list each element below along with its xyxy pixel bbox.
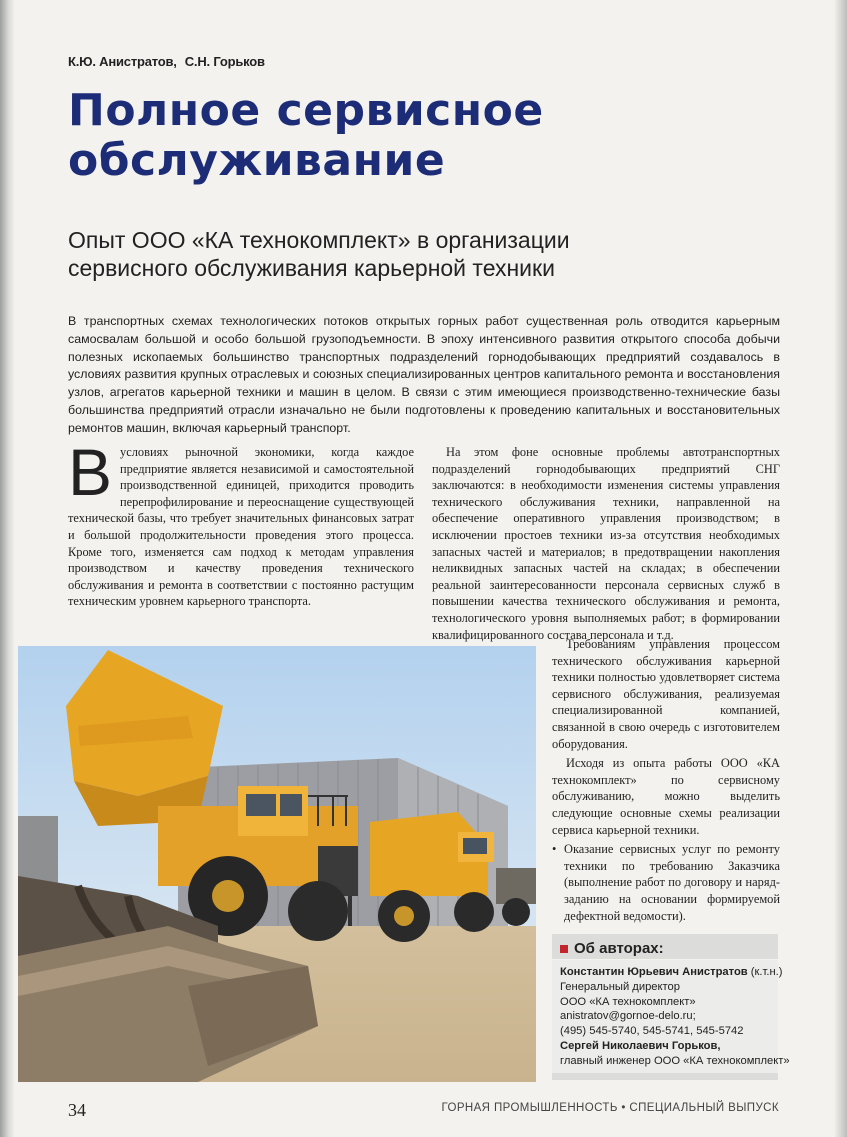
author1-company: ООО «КА технокомплект» — [560, 995, 696, 1008]
author1-email: anistratov@gornoe-delo.ru; — [560, 1010, 696, 1023]
author2-position: главный инженер ООО «КА технокомплект» — [560, 1054, 790, 1067]
red-square-icon — [560, 945, 568, 953]
body-paragraph: Требованиям управления процессом технического обслуживания карьерной техники полностью удовлетворяет система сервисного обслуживания, реализуемая специализированной компанией, связанной в свою очередь с изготовителем оборудования. — [552, 637, 780, 751]
body-paragraph: На этом фоне основные проблемы автотранспортных подразделений горнодобывающих предприятий СНГ заключаются: в необходимости изменения системы управления технического обслуживания техники, направленной на обеспечение оперативного управления производством; в исключении простоев техники из-за отсутствия необходимых запасных частей и материалов; в предотвращении накопления неликвидных запасных частей на складах; в обеспечении реальной заинтересованности персонала сервисных служб в повышении качества технического обслуживания и ремонта, технологического уровня выполняемых работ; в формировании квалифицированного состава персонала и т.д. — [432, 445, 780, 642]
authors-line — [68, 54, 273, 69]
author2-name: Сергей Николаевич Горьков, — [560, 1039, 721, 1052]
worker — [348, 896, 352, 926]
mining-trucks-photo — [18, 646, 536, 1082]
about-heading-text: Об авторах: — [574, 940, 664, 957]
author1-degree: (к.т.н.) — [747, 966, 783, 978]
about-authors-box — [552, 934, 790, 1080]
title-line: Полное сервисное — [68, 85, 544, 136]
body-paragraph: Исходя из опыта работы ООО «КА технокомплект» по сервисному обслуживанию, можно выделить следующие основные схемы реализации сервиса карьерной техники. — [552, 756, 780, 837]
page-right-edge — [835, 0, 847, 1137]
mining-trucks-illustration — [18, 646, 536, 1082]
subtitle-line: Опыт ООО «КА технокомплект» в организации — [68, 227, 570, 253]
truck-wheel — [454, 892, 494, 932]
body-column-right — [432, 444, 780, 643]
author1-name: Константин Юрьевич Анистратов — [560, 966, 748, 978]
author1-line — [560, 965, 783, 980]
body-paragraph-text: условиях рыночной экономики, когда каждое предприятие является независимой и самостоятельной производственной единицей, приходится проводить перепрофилирование и переоснащение существующей технической базы, что требует значительных финансовых затрат и большой продолжительности проведения этого процесса. Кроме того, изменяется сам подход к методам управления производством и качеству проведения технического обслуживания и ремонта в соответствии с постоянно растущим техническим уровнем карьерного транспорта. — [68, 445, 414, 609]
subtitle-line: сервисного обслуживания карьерной техники — [68, 255, 555, 281]
author-name: С.Н. Горьков — [184, 54, 265, 69]
author-name: К.Ю. Анистратов, — [68, 54, 177, 69]
about-authors-heading — [552, 934, 778, 960]
drop-cap: В — [68, 435, 113, 509]
truck-wheel — [288, 881, 348, 941]
list-item: • Оказание сервисных услуг по ремонту техники по требованию Заказчика (выполнение работ по договору и наряд-заданию на основании формируемой дефектной ведомости). — [552, 841, 780, 924]
body-column-right-narrow — [552, 636, 780, 924]
page-number: 34 — [68, 1100, 86, 1120]
article-subtitle — [68, 226, 768, 282]
body-column-left — [68, 435, 414, 610]
article-title — [68, 86, 688, 186]
about-authors-body — [552, 960, 790, 1073]
lead-paragraph: В транспортных схемах технологических потоков открытых горных работ существенная роль отводится карьерным самосвалам большой и особо большой грузоподъемности. В эпоху интенсивного развития открытого способа добычи полезных ископаемых большинство транспортных подразделений горнодобывающих предприятий создавалось в условиях развития крупных отраслевых и союзных специализированных центров капитального ремонта и восстановления узлов, агрегатов карьерной техники и машин в целом. В связи с этим имеющиеся производственно-технические базы большинства предприятий отрасли изначально не были подготовлены к проведению капитальных и восстановительных ремонтов машин, включая карьерный транспорт. — [68, 314, 780, 435]
service-schemes-list — [552, 841, 780, 924]
body-paragraph — [68, 435, 414, 610]
author1-phones: (495) 545-5740, 545-5741, 545-5742 — [560, 1025, 744, 1038]
page-binding-edge — [0, 0, 14, 1137]
publication-footer: ГОРНАЯ ПРОМЫШЛЕННОСТЬ • СПЕЦИАЛЬНЫЙ ВЫПУСК — [441, 1102, 779, 1114]
author1-position: Генеральный директор — [560, 980, 680, 993]
title-line: обслуживание — [68, 135, 446, 186]
